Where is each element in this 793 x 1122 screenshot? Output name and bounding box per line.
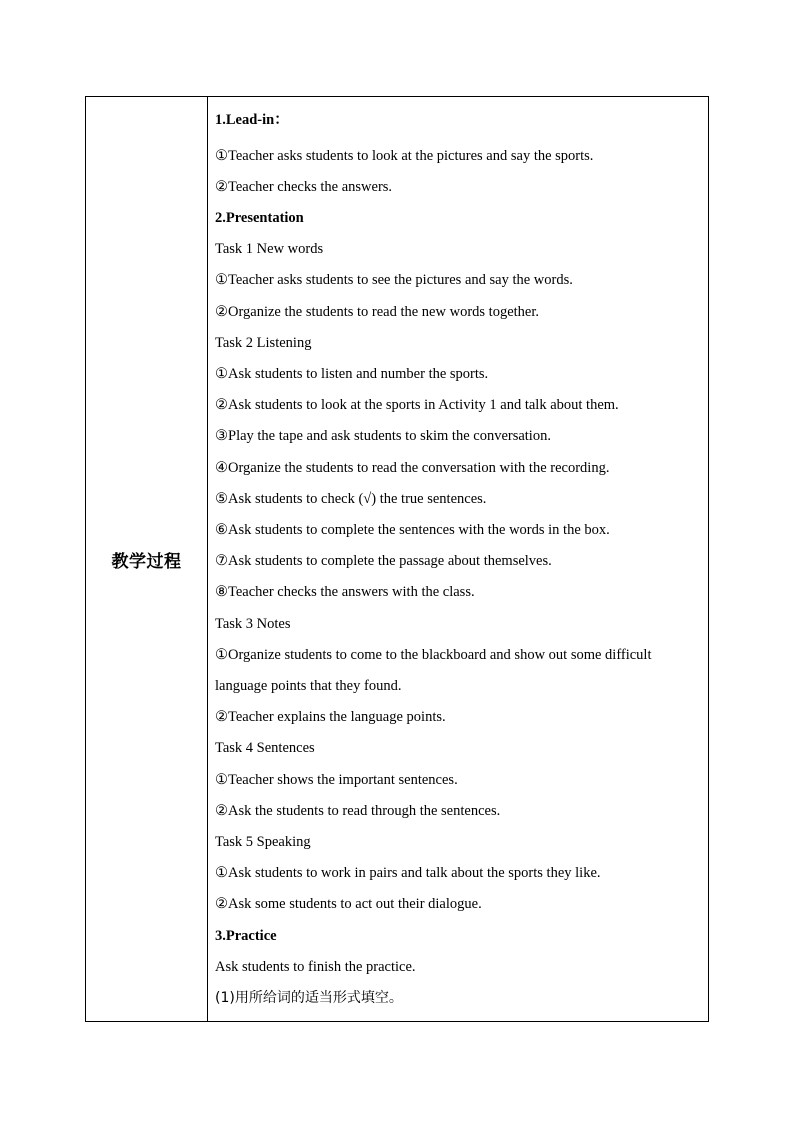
content-line: ④Organize the students to read the conversation with the recording. — [215, 460, 610, 476]
content-line: ②Teacher checks the answers. — [215, 179, 393, 195]
content-line: language points that they found. — [215, 678, 402, 694]
content-line: (1)用所给词的适当形式填空。 — [215, 990, 403, 1006]
section-heading: 2.Presentation — [215, 210, 304, 226]
content-line: ②Teacher explains the language points. — [215, 709, 446, 725]
content-line: Task 3 Notes — [215, 616, 291, 632]
content-line: Task 2 Listening — [215, 335, 312, 351]
section-heading: 3.Practice — [215, 928, 277, 944]
content-line: ②Ask students to look at the sports in Activity 1 and talk about them. — [215, 397, 619, 413]
content-line: ③Play the tape and ask students to skim the conversation. — [215, 428, 551, 444]
content-line: ⑥Ask students to complete the sentences with the words in the box. — [215, 522, 610, 538]
content-line: ⑦Ask students to complete the passage about themselves. — [215, 553, 552, 569]
content-line: ①Organize students to come to the blackboard and show out some difficult — [215, 647, 652, 663]
section-heading: 1.Lead-in： — [215, 112, 289, 128]
content-line: ①Teacher asks students to see the pictures and say the words. — [215, 272, 573, 288]
lesson-plan-table — [85, 96, 709, 1022]
content-line: ②Ask the students to read through the sentences. — [215, 803, 501, 819]
content-line: Task 1 New words — [215, 241, 324, 257]
content-line: ②Ask some students to act out their dialogue. — [215, 896, 482, 912]
content-line: ⑤Ask students to check (√) the true sentences. — [215, 491, 487, 507]
row-label-cell — [86, 97, 208, 1021]
content-line: ②Organize the students to read the new words together. — [215, 304, 539, 320]
content-line: Ask students to finish the practice. — [215, 959, 416, 975]
content-line: ①Ask students to listen and number the sports. — [215, 366, 489, 382]
content-line: ①Ask students to work in pairs and talk about the sports they like. — [215, 865, 601, 881]
row-label: 教学过程 — [111, 552, 182, 572]
content-line: ①Teacher shows the important sentences. — [215, 772, 458, 788]
content-line: ⑧Teacher checks the answers with the class. — [215, 584, 475, 600]
content-line: ①Teacher asks students to look at the pictures and say the sports. — [215, 148, 594, 164]
content-line: Task 4 Sentences — [215, 740, 315, 756]
content-line: Task 5 Speaking — [215, 834, 311, 850]
